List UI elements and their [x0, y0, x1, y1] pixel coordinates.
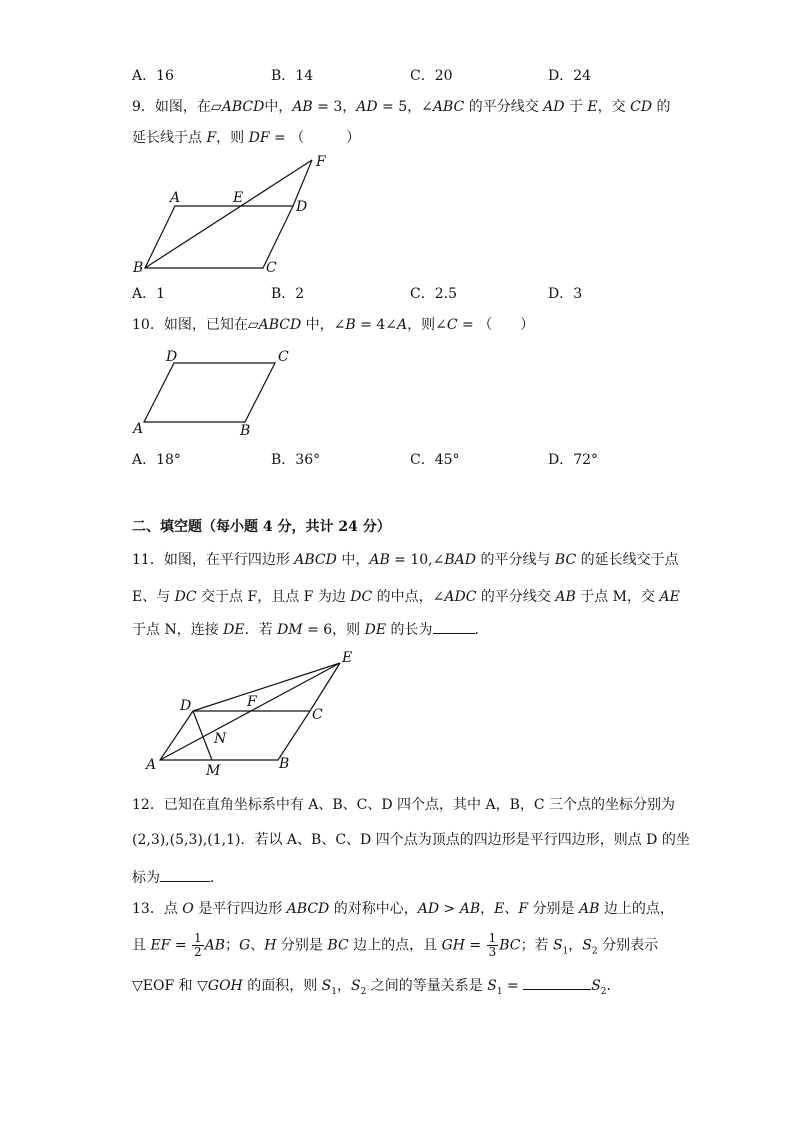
fraction-one-half: $\frac{1}{2}$ [194, 931, 202, 959]
q13-stem-line3: ▽EOF 和 ▽GOH 的面积，则 $S_1$，$S_2$ 之间的等量关系是 $S_1 = S_2$． [132, 975, 621, 1002]
q12-stem-line3: 标为 ． [132, 867, 224, 888]
q12-answer-blank[interactable] [160, 867, 210, 882]
q8-option-c: C．20 [410, 68, 453, 84]
q8-option-b: B．14 [271, 68, 314, 84]
q13-answer-blank[interactable] [523, 975, 591, 990]
q8-option-a: A．16 [132, 68, 174, 84]
q9-label-a: A [170, 190, 181, 206]
q9-option-a: A．1 [132, 286, 166, 302]
q12-stem-line2: (2,3),(5,3),(1,1)．若以 A、B、C、D 四个点为顶点的四边形是平行四边形，则点 D 的坐 [132, 832, 690, 848]
q11-label-a: A [146, 757, 157, 773]
section-title-fill-in: 二、填空题（每小题 4 分，共计 24 分） [132, 519, 391, 535]
q10-label-b: B [240, 423, 251, 439]
q9-label-d: D [296, 199, 308, 215]
q11-stem-line3: 于点 N，连接 DE．若 DM = 6，则 DE 的长为 ． [132, 619, 489, 640]
q11-label-d: D [180, 698, 192, 714]
q11-line-ce-extension [310, 663, 340, 711]
q10-stem: 10．如图，已知在▱ABCD 中，∠B = 4∠A，则∠C = （ ） [132, 317, 535, 333]
q9-option-c: C．2.5 [410, 286, 457, 302]
q9-label-c: C [266, 260, 277, 276]
parallelogram-symbol: ▱ [210, 99, 222, 115]
q13-stem-line2: 且 EF = $\frac{1}{2}$ AB；G、H 分别是 BC 边上的点，且 GH = $\frac{1}{3}$ BC；若 $S_1$，$S_2$ 分别表示 [132, 931, 659, 959]
q9-option-d: D．3 [548, 286, 583, 302]
q9-label-f: F [316, 154, 326, 170]
q11-label-e: E [342, 650, 353, 666]
q10-option-b: B．36° [271, 452, 321, 468]
q8-option-d: D．24 [548, 68, 592, 84]
triangle-symbol: ▽ [132, 978, 143, 994]
q11-label-f: F [247, 694, 257, 710]
q11-line-dm [193, 711, 212, 760]
q11-label-c: C [312, 707, 323, 723]
q10-label-a: A [133, 421, 144, 437]
triangle-symbol: ▽ [197, 978, 208, 994]
q9-label-e: E [233, 190, 244, 206]
q9-stem-line2: 延长线于点 F，则 DF = （ ） [132, 130, 361, 146]
q9-stem-line1: 9．如图，在▱ABCD中，AB = 3，AD = 5，∠ABC 的平分线交 AD 于 E，交 CD 的 [132, 99, 671, 115]
q11-label-n: N [214, 731, 227, 747]
q10-label-c: C [278, 349, 289, 365]
q11-stem-line2: E、与 DC 交于点 F，且点 F 为边 DC 的中点，∠ADC 的平分线交 AB 于点 M，交 AE [132, 589, 680, 605]
q10-option-d: D．72° [548, 452, 599, 468]
q11-line-de [193, 663, 340, 711]
q10-option-c: C．45° [410, 452, 460, 468]
q11-label-b: B [279, 756, 290, 772]
q11-parallelogram-abcd [160, 711, 310, 760]
q11-stem-line1: 11．如图，在平行四边形 ABCD 中，AB = 10,∠BAD 的平分线与 BC 的延长线交于点 [132, 552, 679, 568]
q9-option-b: B．2 [271, 286, 305, 302]
fraction-one-third: $\frac{1}{3}$ [488, 931, 497, 959]
parallelogram-symbol: ▱ [247, 317, 259, 333]
q10-label-d: D [166, 349, 178, 365]
q13-stem-line1: 13．点 O 是平行四边形 ABCD 的对称中心，AD > AB，E、F 分别是 AB 边上的点， [132, 901, 674, 917]
q9-label-b: B [133, 260, 144, 276]
q12-stem-line1: 12．已知在直角坐标系中有 A、B、C、D 四个点，其中 A，B，C 三个点的坐标分别为 [132, 797, 676, 813]
q11-label-m: M [206, 763, 221, 779]
q10-option-a: A．18° [132, 452, 181, 468]
